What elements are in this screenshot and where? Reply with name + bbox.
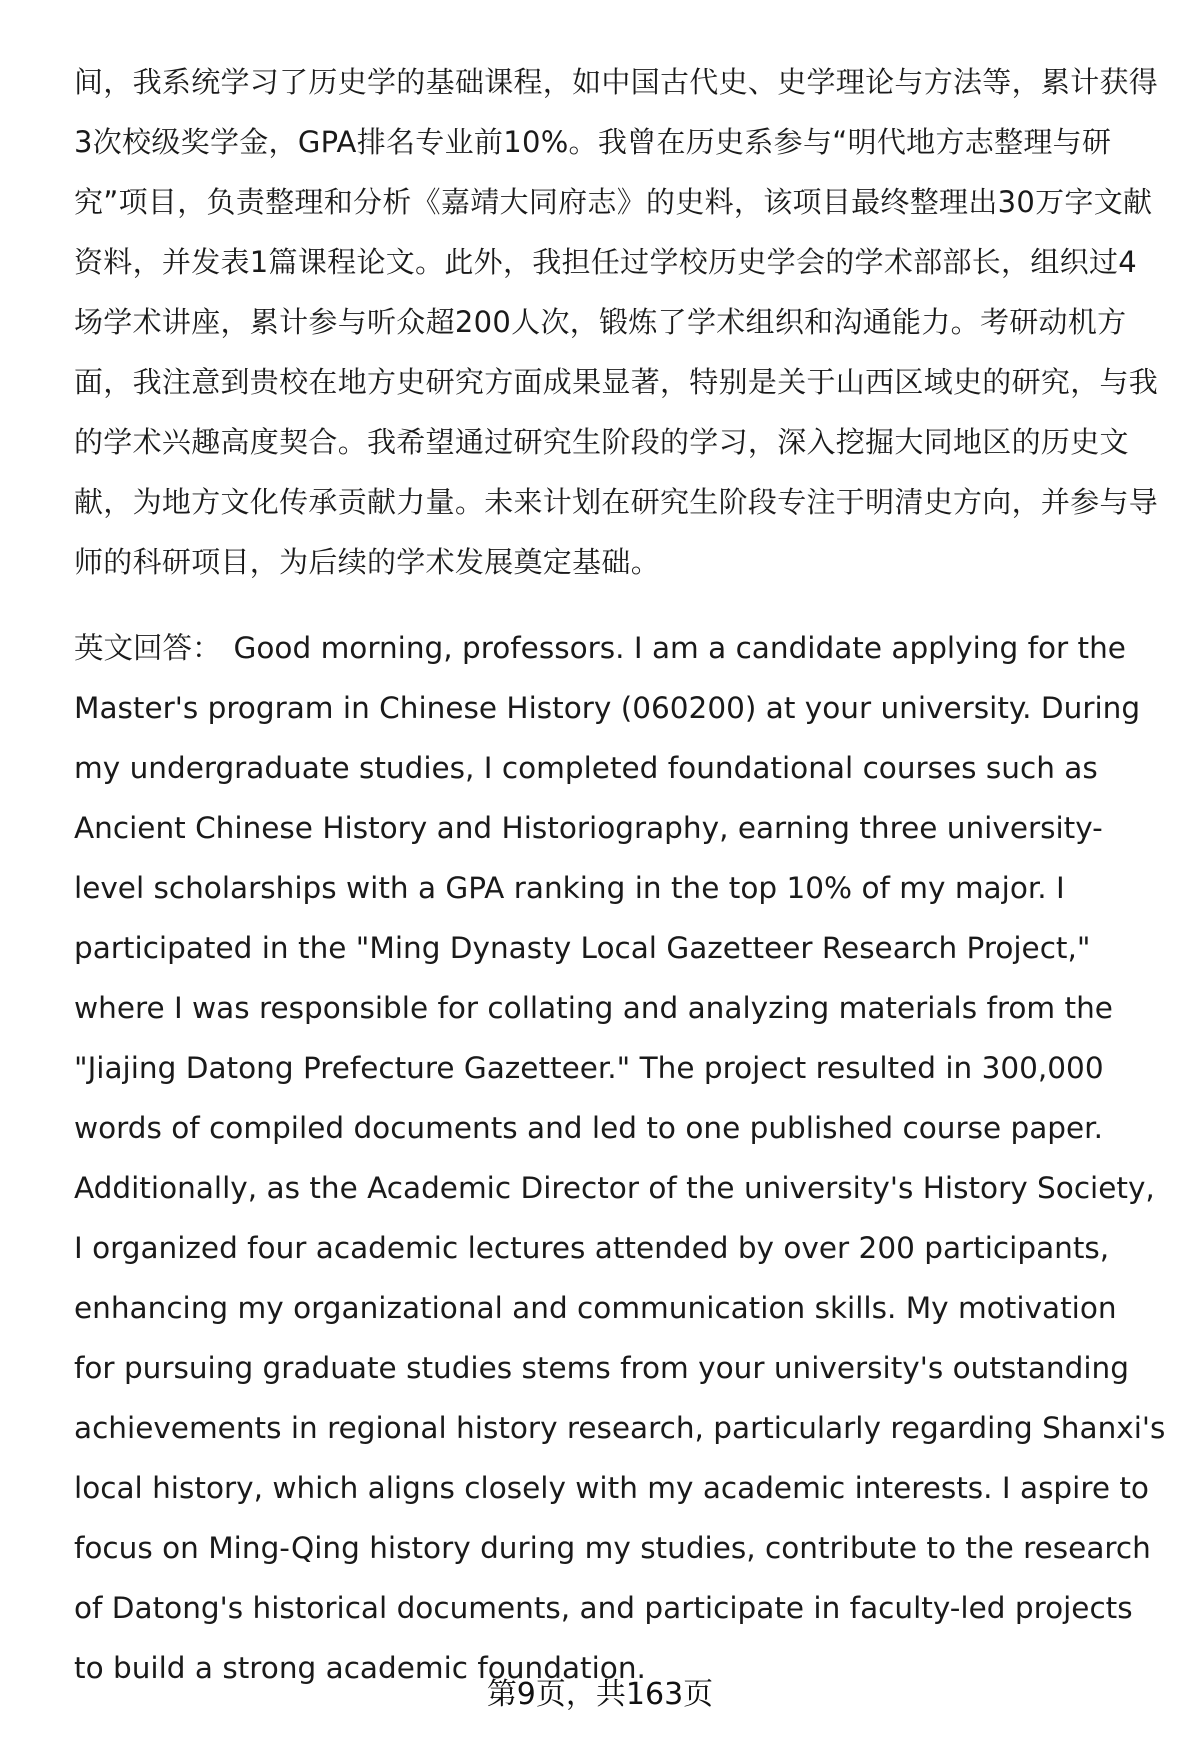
watermark: ​: [183, 1024, 298, 1187]
english-answer-text: Good morning, professors. I am a candidate applying for the Master's program in Chinese History (060200) at your university. During my undergraduate studies, I completed foundational courses such as Ancient Chinese History and Historiography, earning three university-level scholarships with a GPA ranking in the top 10% of my major. I participated in the "Ming Dynasty Local Gazetteer Research Project," where I was responsible for collating and analyzing materials from the "Jiajing Datong Prefecture Gazetteer." The project resulted in 300,000 words of compiled documents and led to one published course paper. Additionally, as the Academic Director of the university's History Society, I organized four academic lectures attended by over 200 participants, enhancing my organizational and communication skills. My motivation for pursuing graduate studies stems from your university's outstanding achievements in regional history research, particularly regarding Shanxi's local history, which aligns closely with my academic interests. I aspire to focus on Ming-Qing history during my studies, contribute to the research of Datong's historical documents, and participate in faculty-led projects to build a strong academic foundation.: [74, 631, 1166, 1685]
english-answer-paragraph: [74, 618, 1166, 1698]
english-answer-label: 英文回答：: [74, 631, 222, 665]
document-page: [74, 52, 1166, 1698]
page-number-footer: 第9页，共163页: [486, 1677, 714, 1712]
chinese-answer-paragraph: 间，我系统学习了历史学的基础课程，如中国古代史、史学理论与方法等，累计获得3次校级奖学金，GPA排名专业前10%。我曾在历史系参与“明代地方志整理与研究”项目，负责整理和分析《嘉靖大同府志》的史料，该项目最终整理出30万字文献资料，并发表1篇课程论文。此外，我担任过学校历史学会的学术部部长，组织过4场学术讲座，累计参与听众超200人次，锻炼了学术组织和沟通能力。考研动机方面，我注意到贵校在地方史研究方面成果显著，特别是关于山西区域史的研究，与我的学术兴趣高度契合。我希望通过研究生阶段的学习，深入挖掘大同地区的历史文献，为地方文化传承贡献力量。未来计划在研究生阶段专注于明清史方向，并参与导师的科研项目，为后续的学术发展奠定基础。: [74, 65, 1159, 579]
